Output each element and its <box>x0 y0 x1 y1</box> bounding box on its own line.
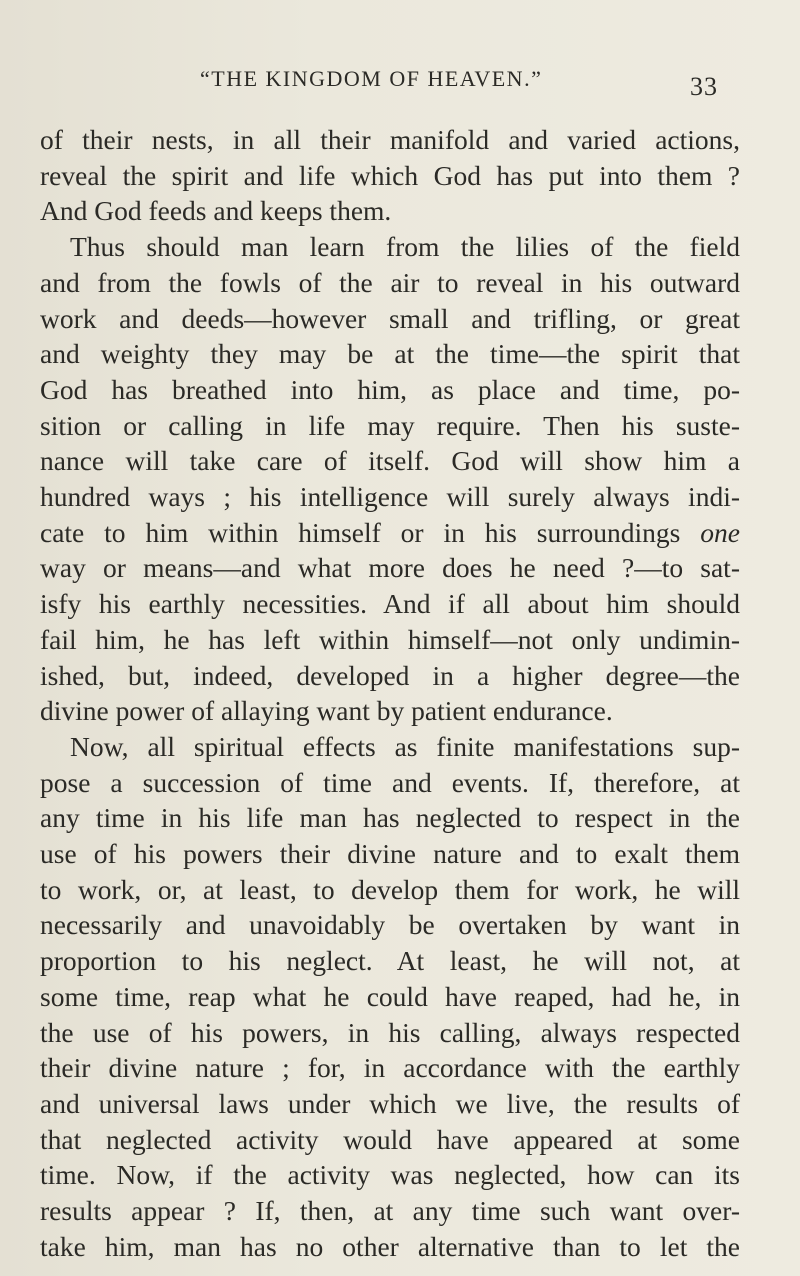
text-line: work and deeds—however small and trifling, or great <box>40 302 740 334</box>
text-line: and weighty they may be at the time—the spirit that <box>40 338 740 370</box>
text-line: hundred ways ; his intelligence will surely always indi- <box>40 481 740 513</box>
text-segment: cate to him within himself or in his surroundings <box>40 516 701 548</box>
text-line: the use of his powers, in his calling, always respected <box>40 1016 740 1048</box>
text-line: divine power of allaying want by patient endurance. <box>40 695 613 727</box>
text-line: proportion to his neglect. At least, he will not, at <box>40 945 740 977</box>
text-line: of their nests, in all their manifold and varied actions, <box>40 124 740 155</box>
text-line: and universal laws under which we live, the results of <box>40 1087 740 1119</box>
text-line: ished, but, indeed, developed in a higher degree—the <box>40 659 740 691</box>
text-line: fail him, he has left within himself—not only undimin- <box>40 623 740 655</box>
running-head-title: “THE KINGDOM OF HEAVEN.” <box>200 66 543 91</box>
text-line: God has breathed into him, as place and time, po- <box>40 373 740 405</box>
text-line: reveal the spirit and life which God has put into them ? <box>40 159 740 191</box>
text-line: some time, reap what he could have reaped, had he, in <box>40 980 740 1012</box>
text-line: And God feeds and keeps them. <box>40 195 392 227</box>
text-line: way or means—and what more does he need ?—to sat- <box>40 552 740 584</box>
text-line: that neglected activity would have appeared at some <box>40 1123 740 1155</box>
text-line: pose a succession of time and events. If, therefore, at <box>40 766 740 798</box>
text-line: results appear ? If, then, at any time such want over- <box>40 1195 740 1227</box>
text-line: time. Now, if the activity was neglected, how can its <box>40 1159 740 1191</box>
text-line: necessarily and unavoidably be overtaken by want in <box>40 909 740 941</box>
text-line: to work, or, at least, to develop them for work, he will <box>40 873 740 905</box>
text-line: and from the fowls of the air to reveal in his outward <box>40 266 740 298</box>
text-line: isfy his earthly necessities. And if all about him should <box>40 588 740 620</box>
text-line: their divine nature ; for, in accordance with the earthly <box>40 1052 740 1084</box>
text-line: take him, man has no other alternative than to let the <box>40 1230 740 1262</box>
emphasis-word: one <box>700 516 740 548</box>
body-text <box>40 122 740 1265</box>
text-line-with-emphasis <box>40 515 740 551</box>
page-number: 33 <box>690 72 718 101</box>
text-line: sition or calling in life may require. Then his suste- <box>40 409 740 441</box>
text-line: any time in his life man has neglected to respect in the <box>40 802 740 834</box>
text-line: Thus should man learn from the lilies of the field <box>70 231 740 263</box>
text-line: Now, all spiritual effects as finite manifestations sup- <box>70 730 740 762</box>
text-line: use of his powers their divine nature and to exalt them <box>40 838 740 870</box>
text-line: nance will take care of itself. God will show him a <box>40 445 740 477</box>
